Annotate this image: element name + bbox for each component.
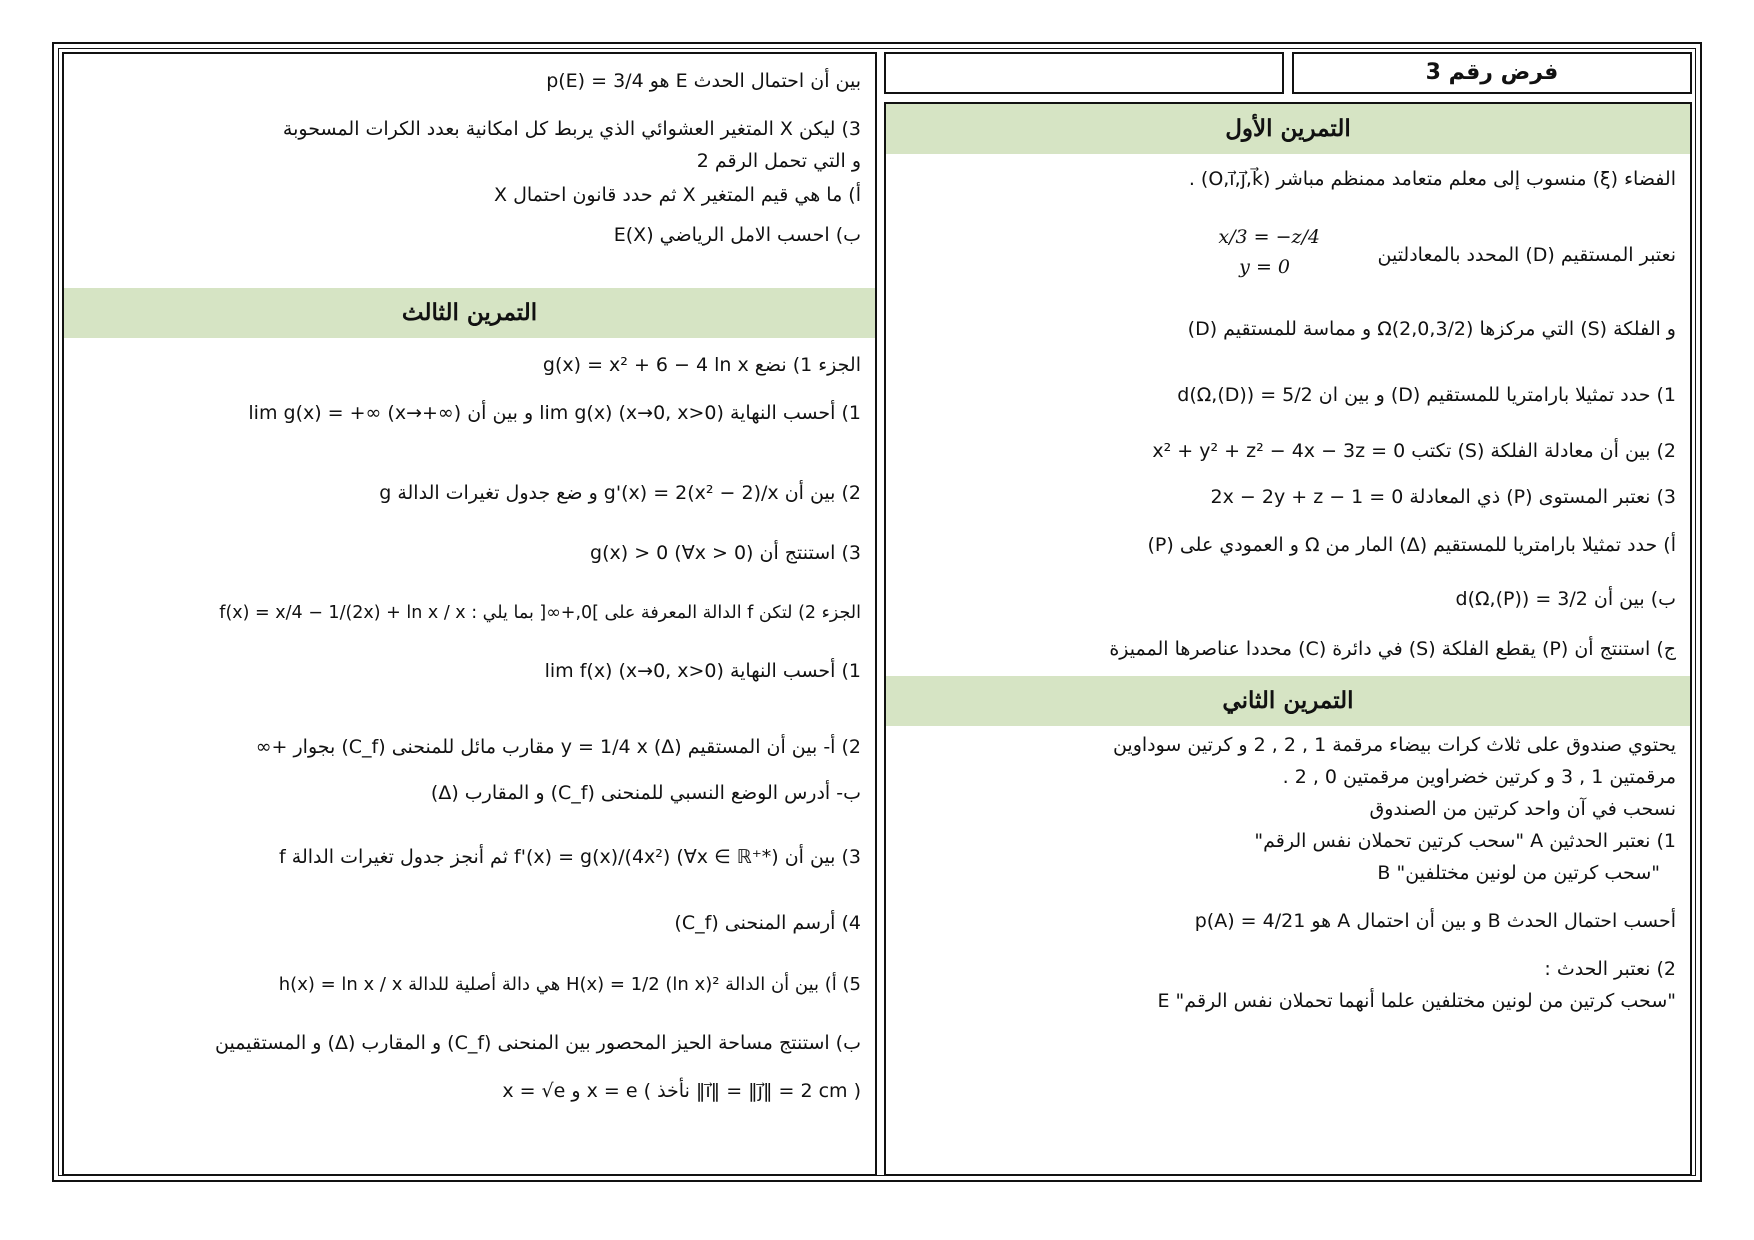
ex3-title: التمرين الثالث <box>64 288 875 338</box>
text-line: و الفلكة (S) التي مركزها Ω(2,0,3/2) و مماسة للمستقيم (D) <box>1187 318 1676 340</box>
header-blank-box <box>884 52 1284 94</box>
text-line: مرقمتين 1 , 3 و كرتين خضراوين مرقمتين 0 , 2 . <box>1282 766 1676 788</box>
text-line: و التي تحمل الرقم 2 <box>696 150 861 172</box>
text-line: 2) أ- بين أن المستقيم y = 1/4 x (Δ) مقارب مائل للمنحنى (C_f) بجوار +∞ <box>255 736 861 758</box>
text-line: بين أن احتمال الحدث E هو p(E) = 3/4 <box>546 70 861 92</box>
text-line: 2) نعتبر الحدث : <box>1544 958 1676 980</box>
text-line: الفضاء (ξ) منسوب إلى معلم متعامد ممنظم مباشر (O,i⃗,j⃗,k⃗) . <box>1188 168 1676 190</box>
text-line: 5) أ) بين أن الدالة H(x) = 1/2 (ln x)² هي دالة أصلية للدالة h(x) = ln x / x <box>278 974 861 995</box>
text-line: ب) استنتج مساحة الحيز المحصور بين المنحنى (C_f) و المقارب (Δ) و المستقيمين <box>215 1032 861 1054</box>
ex2-title: التمرين الثاني <box>886 676 1690 726</box>
text-line: أ) ما هي قيم المتغير X ثم حدد قانون احتمال X <box>494 184 861 206</box>
equation-line: y = 0 <box>1239 256 1290 278</box>
text-line: نعتبر المستقيم (D) المحدد بالمعادلتين <box>1377 244 1676 266</box>
text-line: 1) نعتبر الحدثين A "سحب كرتين تحملان نفس الرقم" <box>1254 830 1676 852</box>
text-line: أحسب احتمال الحدث B و بين أن احتمال A هو p(A) = 4/21 <box>1194 910 1676 932</box>
text-line: 3) ليكن X المتغير العشوائي الذي يربط كل امكانية بعدد الكرات المسحوبة <box>282 118 861 140</box>
text-line: E "سحب كرتين من لونين مختلفين علما أنهما تحملان نفس الرقم" <box>1157 990 1676 1012</box>
text-line: 3) نعتبر المستوى (P) ذي المعادلة 2x − 2y + z − 1 = 0 <box>1210 486 1676 508</box>
text-line: ج) استنتج أن (P) يقطع الفلكة (S) في دائرة (C) محددا عناصرها المميزة <box>1109 638 1676 660</box>
text-line: 3) استنتج أن g(x) > 0 (∀x > 0) <box>590 542 861 564</box>
text-line: الجزء 2) لتكن f الدالة المعرفة على ]0,+∞[ بما يلي : f(x) = x/4 − 1/(2x) + ln x / x <box>219 603 861 623</box>
text-line: 1) حدد تمثيلا بارامتريا للمستقيم (D) و بين ان d(Ω,(D)) = 5/2 <box>1177 384 1676 406</box>
text-line: يحتوي صندوق على ثلاث كرات بيضاء مرقمة 1 , 2 , 2 و كرتين سوداوين <box>1112 734 1676 756</box>
text-line: 2) بين أن g'(x) = 2(x² − 2)/x و ضع جدول تغيرات الدالة g <box>379 482 861 504</box>
left-column <box>62 52 877 1176</box>
text-line: ب) احسب الامل الرياضي E(X) <box>613 224 861 246</box>
text-line: 4) أرسم المنحنى (C_f) <box>674 912 861 934</box>
text-line: 2) بين أن معادلة الفلكة (S) تكتب x² + y² + z² − 4x − 3z = 0 <box>1152 440 1676 462</box>
ex1-title: التمرين الأول <box>886 104 1690 154</box>
text-line: 1) أحسب النهاية lim f(x) (x→0, x>0) <box>544 660 861 682</box>
text-line: ب- أدرس الوضع النسبي للمنحنى (C_f) و المقارب (Δ) <box>430 782 861 804</box>
text-line: B "سحب كرتين من لونين مختلفين" <box>1377 862 1660 884</box>
text-line: 1) أحسب النهاية lim g(x) (x→0, x>0) و بين أن lim g(x) = +∞ (x→+∞) <box>248 402 861 424</box>
text-line: الجزء 1) نضع g(x) = x² + 6 − 4 ln x <box>542 354 861 376</box>
text-line: أ) حدد تمثيلا بارامتريا للمستقيم (Δ) المار من Ω و العمودي على (P) <box>1147 534 1676 556</box>
text-line: 3) بين أن f'(x) = g(x)/(4x²) (∀x ∈ ℝ⁺*) ثم أنجز جدول تغيرات الدالة f <box>279 846 861 868</box>
text-line: x = √e و x = e ( نأخذ ‖i⃗‖ = ‖j⃗‖ = 2 cm ) <box>502 1080 861 1102</box>
page-title: فرض رقم 3 <box>1292 52 1692 94</box>
text-line: نسحب في آن واحد كرتين من الصندوق <box>1369 798 1676 820</box>
right-column <box>884 102 1692 1176</box>
equation-line: x/3 = −z/4 <box>1218 226 1320 248</box>
text-line: ب) بين أن d(Ω,(P)) = 3/2 <box>1455 588 1676 610</box>
